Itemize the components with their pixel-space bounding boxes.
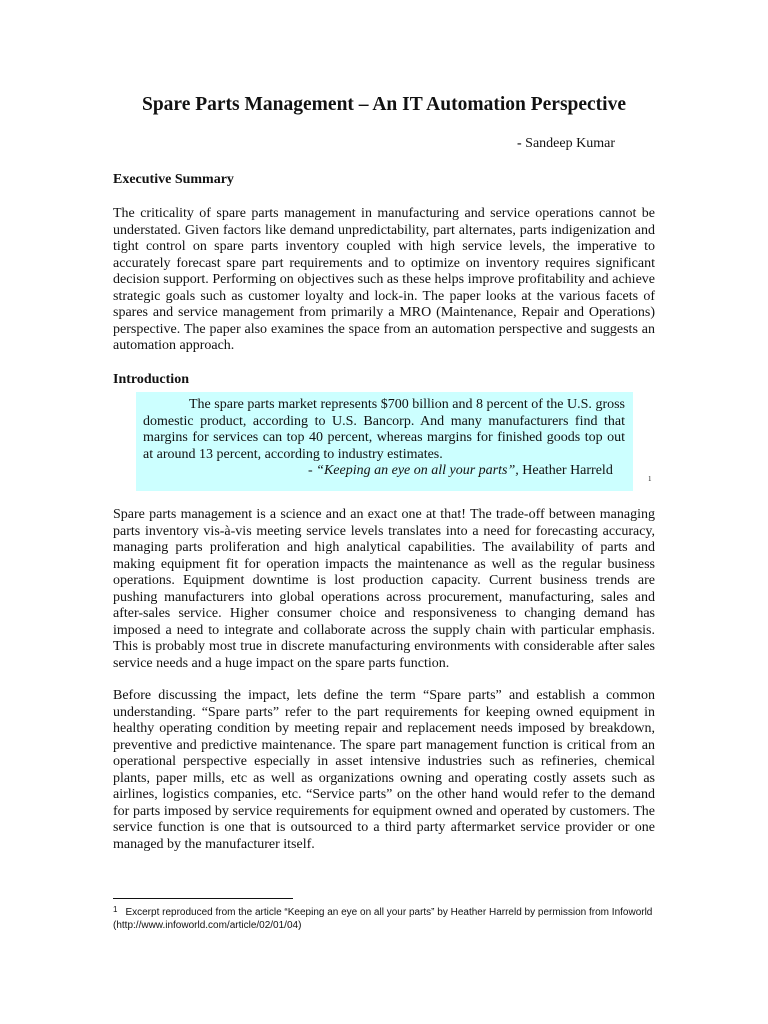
- page-title: Spare Parts Management – An IT Automation Perspective: [141, 94, 627, 115]
- executive-summary-paragraph: The criticality of spare parts management in manufacturing and service operations cannot be understated. Given factors like demand unpredictability, part alternates, parts indigenization and tight control on spare parts inventory coupled with high service levels, the imperative to accurately forecast spare part requirements and to optimize on inventory requires significant decision support. Performing on objectives such as these helps improve profitability and achieve strategic goals such as customer loyalty and lock-in. The paper looks at the various facets of spares and service management from primarily a MRO (Maintenance, Repair and Operations) perspective. The paper also examines the space from an automation perspective and suggests an automation approach.: [113, 206, 655, 353]
- author-line: [517, 135, 615, 153]
- author-name: Sandeep Kumar: [525, 136, 615, 151]
- quote-attribution-author: Heather Harreld: [522, 463, 613, 478]
- executive-summary-heading: Executive Summary: [113, 172, 234, 187]
- footnote: [113, 903, 658, 932]
- footnote-text: Excerpt reproduced from the article “Keeping an eye on all your parts” by Heather Harreld by permission from Infoworld (http://www.infoworld.com/article/02/01/04): [113, 907, 653, 931]
- author-dash: -: [517, 136, 522, 151]
- introduction-paragraph-1: Spare parts management is a science and an exact one at that! The trade-off between managing parts inventory vis-à-vis meeting service levels translates into a need for forecasting accuracy, managing parts proliferation and high analytical capabilities. The availability of parts and making equipment fit for operation impacts the maintenance as well as the regular business operations. Equipment downtime is lost production capacity. Current business trends are pushing manufacturers into global operations across procurement, manufacturing, sales and after-sales service. Higher consumer choice and responsiveness to changing demand has imposed a need to integrate and collaborate across the supply chain with particular emphasis. This is probably most true in discrete manufacturing environments with considerable after sales service needs and a huge impact on the spare parts function.: [113, 507, 655, 671]
- quote-text: The spare parts market represents $700 billion and 8 percent of the U.S. gross domestic product, according to U.S. Bancorp. And many manufacturers find that margins for services can top 40 percent, whereas margins for finished goods top out at around 13 percent, according to industry estimates.: [143, 397, 625, 462]
- quote-attribution: [308, 463, 613, 480]
- footnote-marker: 1: [648, 475, 652, 483]
- footnote-number: 1: [113, 905, 118, 914]
- introduction-heading: Introduction: [113, 372, 189, 387]
- footnote-divider: [113, 898, 293, 899]
- introduction-paragraph-2: Before discussing the impact, lets define the term “Spare parts” and establish a common understanding. “Spare parts” refer to the part requirements for keeping owned equipment in healthy operating condition by meeting repair and replacement needs imposed by breakdown, preventive and predictive maintenance. The spare part management function is critical from an operational perspective especially in asset intensive industries such as refineries, chemical plants, paper mills, etc as well as organizations owning and operating costly assets such as airlines, logistics companies, etc. “Service parts” on the other hand would refer to the demand for parts imposed by service requirements for equipment owned and operated by customers. The service function is one that is outsourced to a third party aftermarket service provider or one managed by the manufacturer itself.: [113, 688, 655, 852]
- quote-attribution-article: - “Keeping an eye on all your parts”,: [308, 463, 519, 478]
